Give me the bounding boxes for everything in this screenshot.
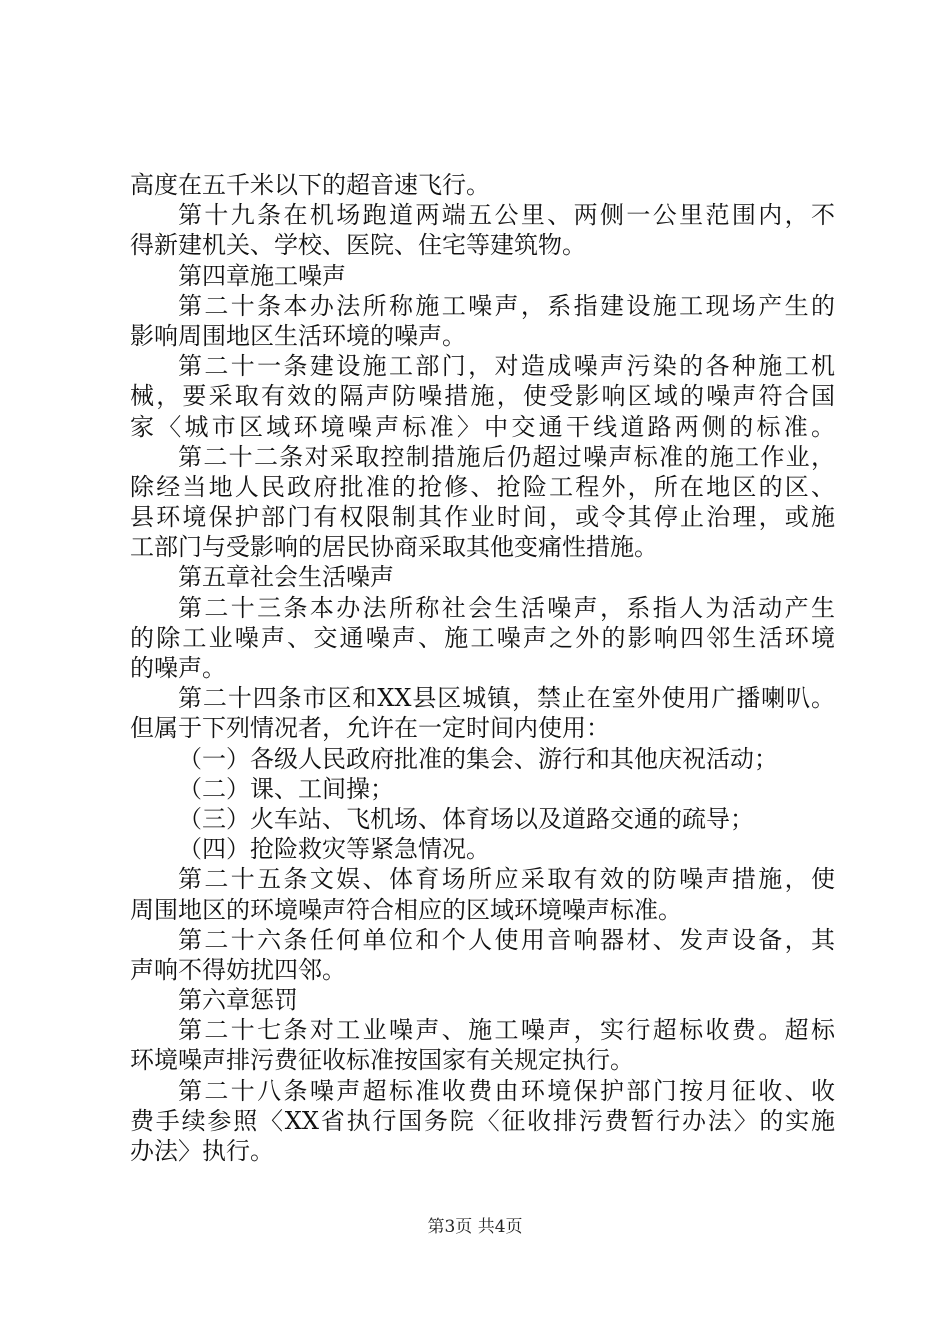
page-footer: 第3页 共4页	[427, 1217, 523, 1237]
text-line: 第二十二条对采取控制措施后仍超过噪声标准的施工作业，	[178, 442, 835, 471]
text-line: 工部门与受影响的居民协商采取其他变痛性措施。	[130, 533, 658, 562]
text-line: 第六章惩罚	[178, 986, 298, 1015]
text-line: （三）火车站、飞机场、体育场以及道路交通的疏导；	[178, 804, 754, 833]
text-line: 高度在五千米以下的超音速飞行。	[130, 171, 490, 199]
text-line: （四）抢险救灾等紧急情况。	[178, 835, 490, 864]
text-line: 的除工业噪声、交通噪声、施工噪声之外的影响四邻生活环境	[130, 623, 835, 652]
text-line: 影响周围地区生活环境的噪声。	[130, 321, 466, 350]
text-line: 声响不得妨扰四邻。	[130, 955, 346, 984]
text-line: （二）课、工间操；	[178, 774, 394, 803]
document-body	[130, 170, 835, 1166]
text-line: 第二十四条市区和XX县区城镇，禁止在室外使用广播喇叭。	[178, 684, 835, 713]
text-line: 除经当地人民政府批准的抢修、抢险工程外，所在地区的区、	[130, 472, 835, 501]
text-line: 周围地区的环境噪声符合相应的区域环境噪声标准。	[130, 895, 682, 924]
text-line: 环境噪声排污费征收标准按国家有关规定执行。	[130, 1046, 634, 1075]
text-line: 械，要采取有效的隔声防噪措施，使受影响区域的噪声符合国	[130, 382, 835, 411]
text-line: 得新建机关、学校、医院、住宅等建筑物。	[130, 231, 586, 260]
text-line: 第二十七条对工业噪声、施工噪声，实行超标收费。超标	[178, 1016, 835, 1045]
text-line: 第二十一条建设施工部门，对造成噪声污染的各种施工机	[178, 352, 835, 381]
text-line: 的噪声。	[130, 654, 226, 682]
text-line: 县环境保护部门有权限制其作业时间，或令其停止治理，或施	[130, 503, 835, 532]
text-line: 第二十八条噪声超标准收费由环境保护部门按月征收、收	[178, 1076, 835, 1105]
text-line: （一）各级人民政府批准的集会、游行和其他庆祝活动；	[178, 744, 778, 773]
text-line: 家〈城市区域环境噪声标准〉中交通干线道路两侧的标准。	[130, 412, 835, 441]
text-line: 第十九条在机场跑道两端五公里、两侧一公里范围内，不	[178, 201, 835, 230]
text-line: 第二十五条文娱、体育场所应采取有效的防噪声措施，使	[178, 865, 835, 894]
text-line: 费手续参照〈XX省执行国务院〈征收排污费暂行办法〉的实施	[130, 1106, 835, 1135]
text-line: 但属于下列情况者，允许在一定时间内使用：	[130, 714, 610, 743]
text-line: 第五章社会生活噪声	[178, 563, 394, 592]
text-line: 第二十六条任何单位和个人使用音响器材、发声设备，其	[178, 925, 835, 954]
text-line: 办法〉执行。	[130, 1137, 274, 1165]
text-line: 第四章施工噪声	[178, 261, 346, 290]
text-line: 第二十条本办法所称施工噪声，系指建设施工现场产生的	[178, 291, 835, 320]
text-line: 第二十三条本办法所称社会生活噪声，系指人为活动产生	[178, 593, 835, 622]
